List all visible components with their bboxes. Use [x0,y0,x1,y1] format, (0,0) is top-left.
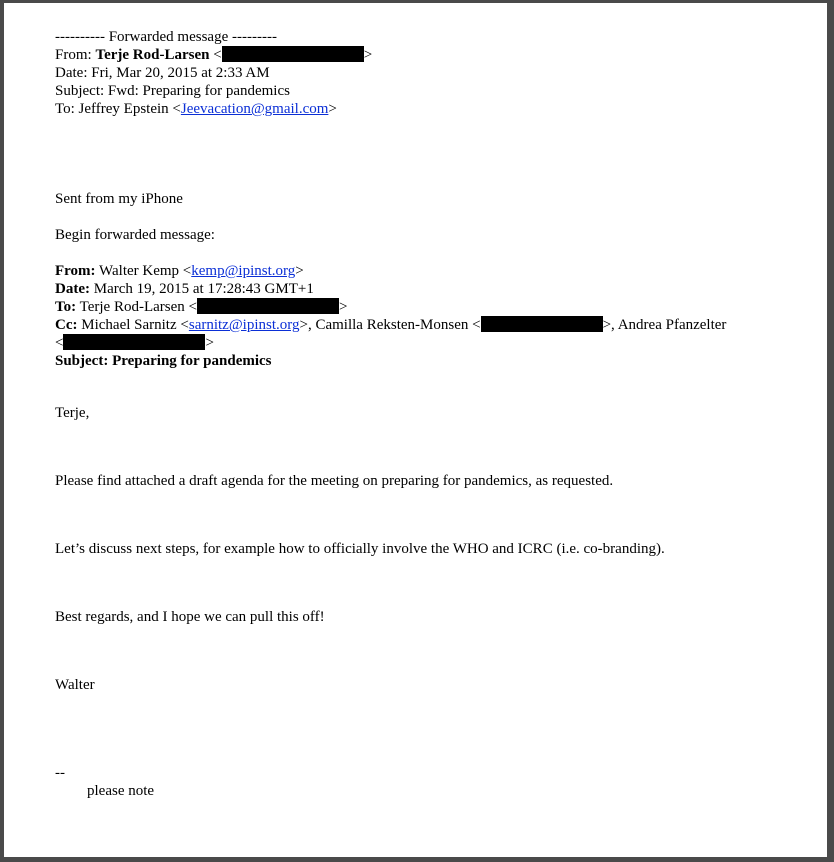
forward-subject-label: Subject: [55,83,105,99]
begin-forwarded-line: Begin forwarded message: [55,227,215,243]
inner-subject-value: Preparing for pandemics [112,353,272,369]
inner-from-line: From: Walter Kemp <kemp@ipinst.org> [55,263,304,279]
forward-to-label: To: [55,101,75,117]
redacted-block [197,298,339,314]
body-paragraph-3: Best regards, and I hope we can pull this off! [55,609,325,625]
inner-subject-line [55,352,815,370]
greeting: Terje, [55,405,90,421]
inner-from-name: Walter Kemp [99,263,180,279]
email-content [55,28,815,800]
forward-date-value: Fri, Mar 20, 2015 at 2:33 AM [91,65,270,81]
inner-date-line [55,280,815,298]
inner-cc-label: Cc: [55,317,78,333]
footer-note: please note [87,783,155,799]
body-paragraph-2: Let’s discuss next steps, for example how to officially involve the WHO and ICRC (i.e. co-branding). [55,541,665,557]
inner-cc-name-1: Michael Sarnitz [81,317,177,333]
inner-cc-continuation: < > [55,335,214,351]
signature-separator: -- [55,765,65,781]
inner-cc-name-2: Camilla Reksten-Monsen [315,317,469,333]
inner-cc-name-3: Andrea Pfanzelter [617,317,727,333]
inner-cc-line: Cc: Michael Sarnitz <sarnitz@ipinst.org>, Camilla Reksten-Monsen < >, Andrea Pfanzelter [55,317,727,333]
inner-to-name: Terje Rod-Larsen [79,299,185,315]
redacted-block [481,316,603,332]
forward-from-label: From: [55,47,92,63]
document-page [4,3,827,857]
inner-from-email-link[interactable]: kemp@ipinst.org [191,263,296,279]
forward-date-line [55,64,815,82]
forward-to-email-link[interactable]: Jeevacation@gmail.com [180,101,329,117]
forward-from-line: From: Terje Rod-Larsen < > [55,47,373,63]
redacted-block [63,334,205,350]
body-paragraph-1: Please find attached a draft agenda for the meeting on preparing for pandemics, as requested. [55,473,614,489]
inner-to-line: To: Terje Rod-Larsen < > [55,299,348,315]
inner-date-value: March 19, 2015 at 17:28:43 GMT+1 [93,281,314,297]
forward-subject-line [55,82,815,100]
forward-date-label: Date: [55,65,88,81]
sent-from-line: Sent from my iPhone [55,191,183,207]
inner-cc-email-1-link[interactable]: sarnitz@ipinst.org [188,317,300,333]
forward-to-name: Jeffrey Epstein [78,101,169,117]
inner-to-label: To: [55,299,77,315]
signature: Walter [55,677,95,693]
forward-subject-value: Fwd: Preparing for pandemics [107,83,290,99]
forward-separator: ---------- Forwarded message --------- [55,29,277,45]
forward-to-line: To: Jeffrey Epstein <Jeevacation@gmail.com> [55,101,337,117]
inner-date-label: Date: [55,281,90,297]
inner-from-label: From: [55,263,96,279]
inner-subject-label: Subject: [55,353,109,369]
redacted-block [222,46,364,62]
forward-from-name: Terje Rod-Larsen [95,47,210,63]
